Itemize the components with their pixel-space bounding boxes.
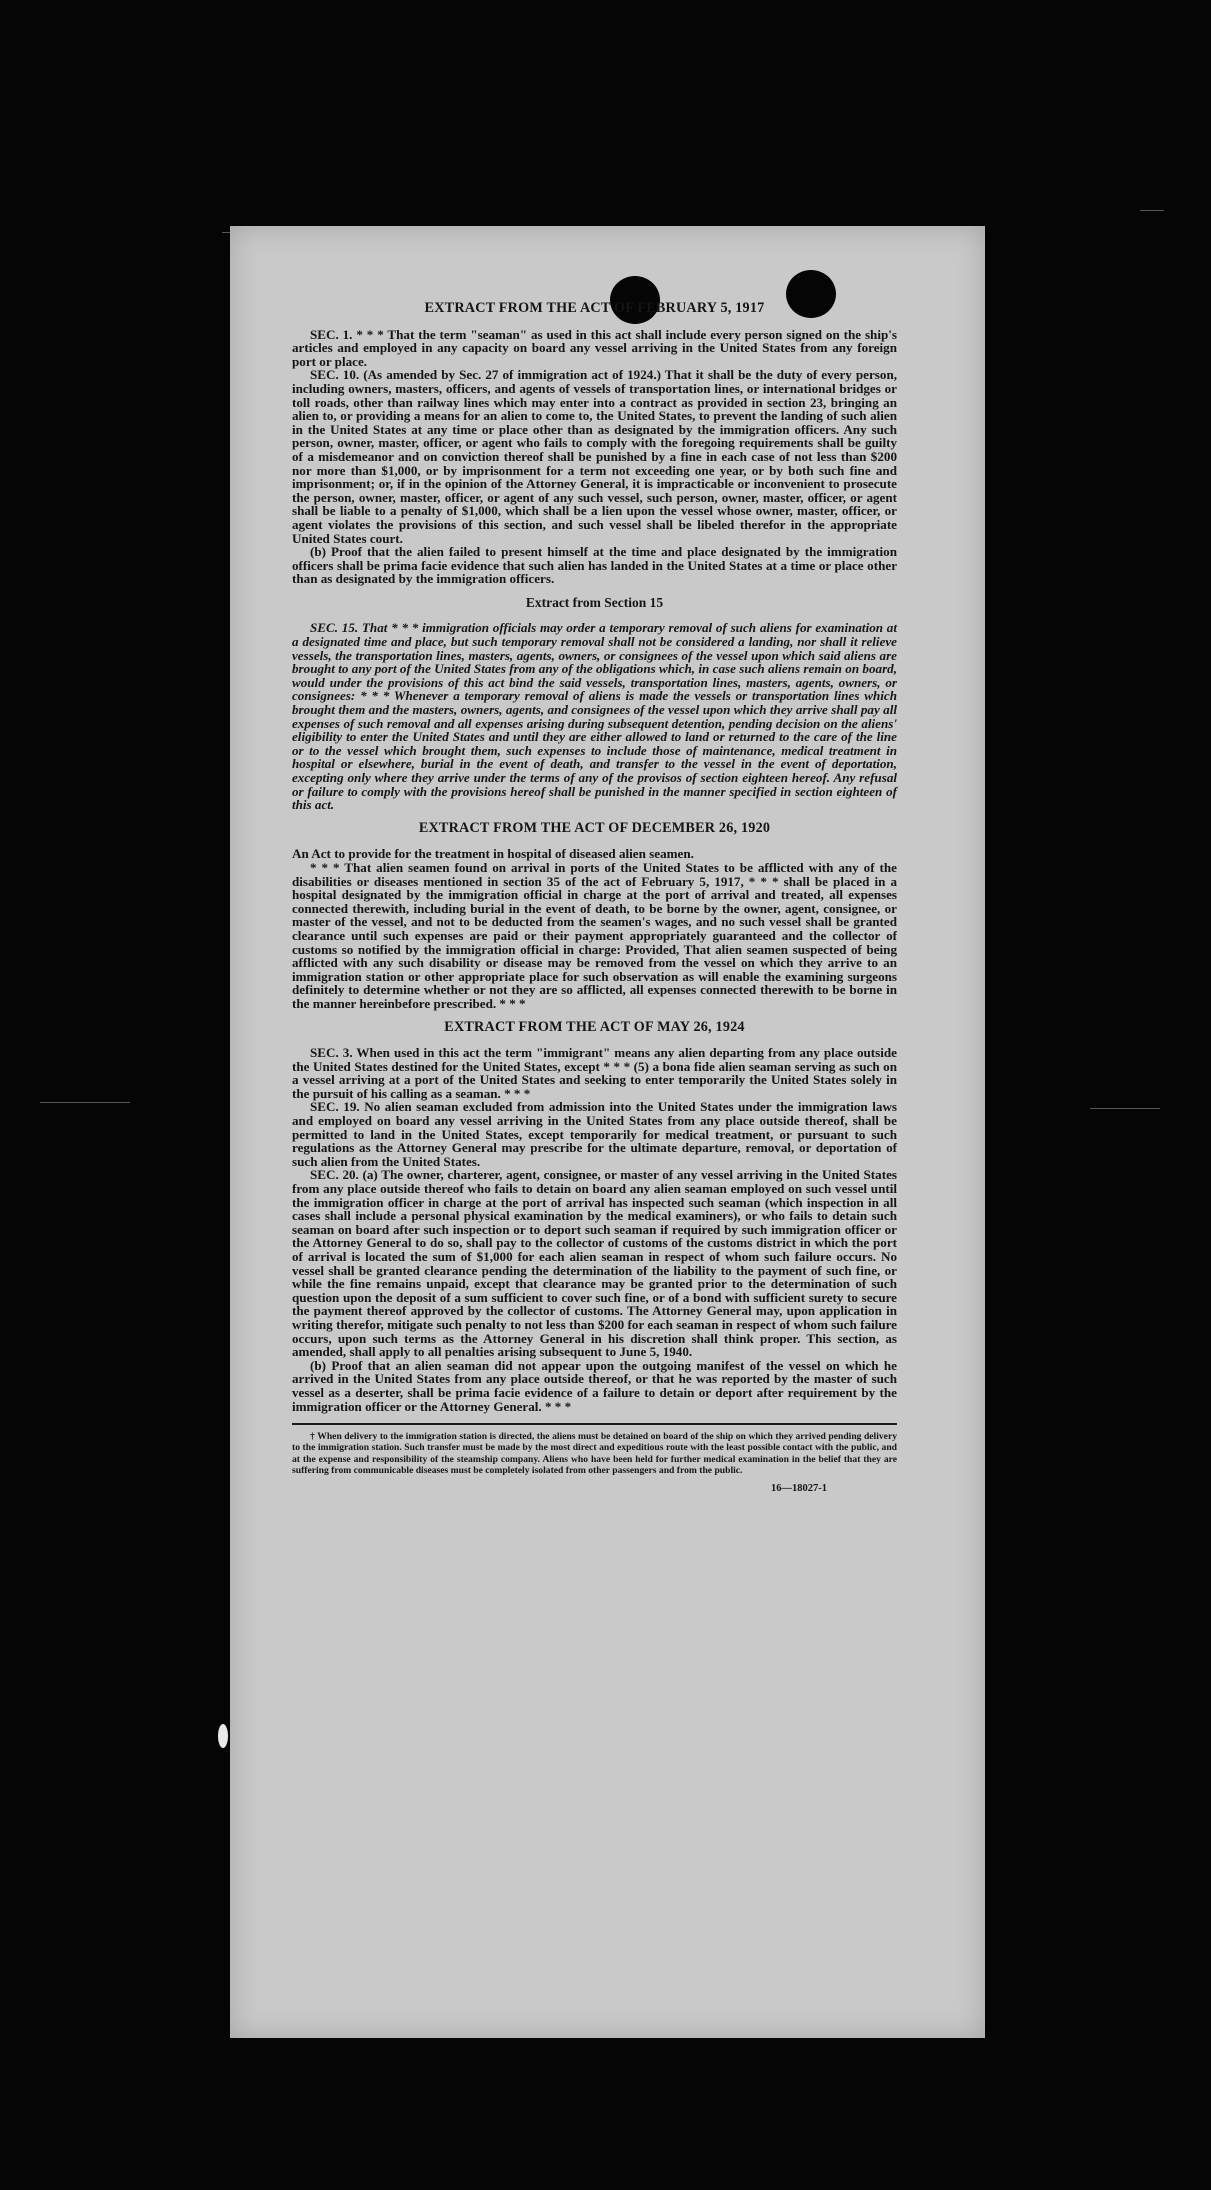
section-10-b: (b) Proof that the alien failed to present himself at the time and place designated by the immigration officers shall be prima facie evidence that such alien has landed in the United States at a time or place other than as designated by the immigration officers. [292, 544, 897, 587]
form-code: 16—18027-1 [771, 1482, 827, 1494]
section-1: SEC. 1. * * * That the term "seaman" as used in this act shall include every person signed on the ship's articles and employed in any capacity on board any vessel arriving in the United States from any foreign port or place. [292, 326, 897, 369]
document-page [230, 226, 985, 2038]
act-1920-body: * * * That alien seamen found on arrival in ports of the United States to be afflicted with any of the disabilities or diseases mentioned in section 35 of the act of February 5, 1917, * * * shall be placed in a hospital designated by the immigration official in charge at the port of arrival and treated, all expenses connected therewith, including burial in the event of death, to be borne by the owner, agent, consignee, or master of the vessel, and not to be deducted from the seamen's wages, and no such vessel shall be granted clearance until such expenses are paid or their payment appropriately guaranteed and the collector of customs so notified by the immigration official in charge: Provided, That alien seamen suspected of being afflicted with any such disability or disease may be removed from the vessel on which they arrive to an immigration station or other appropriate place for such observation as will enable the examining surgeons definitely to determine whether or not they are so afflicted, all expenses connected therewith to be borne in the manner hereinbefore prescribed. * * * [292, 859, 897, 1011]
document-text [292, 292, 897, 1496]
footnote-divider [292, 1423, 897, 1425]
subheading-section-15: Extract from Section 15 [525, 594, 664, 610]
footnote: † When delivery to the immigration station is directed, the aliens must be detained on board of the ship on which they arrived pending delivery to the immigration station. Such transfer must be made by the most direct and expeditious route with the least possible contact with the public, and at the expense and responsibility of the steamship company. Aliens who have been held for further medical examination in the belief that they are suffering from communicable diseases must be completely isolated from other passengers and from the public. [292, 1431, 897, 1476]
section-19: SEC. 19. No alien seaman excluded from admission into the United States under the immigration laws and employed on board any vessel arriving in the United States from any place outside thereof, shall be permitted to land in the United States, except temporarily for medical treatment, or pursuant to such regulations as the Attorney General may prescribe for the ultimate departure, removal, or deportation of such alien from the United States. [292, 1099, 897, 1169]
heading-act-1917: EXTRACT FROM THE ACT OF FEBRUARY 5, 1917 [424, 300, 765, 316]
heading-act-1920: EXTRACT FROM THE ACT OF DECEMBER 26, 1920 [418, 819, 771, 836]
section-3: SEC. 3. When used in this act the term "immigrant" means any alien departing from any place outside the United States destined for the United States, except * * * (5) a bona fide alien seaman serving as such on a vessel arriving at a port of the United States and seeking to enter temporarily the United States solely in the pursuit of his calling as a seaman. * * * [292, 1045, 897, 1101]
paper-mark [218, 1724, 228, 1748]
section-20-b: (b) Proof that an alien seaman did not appear upon the outgoing manifest of the vessel on which he arrived in the United States from any place outside thereof, or that he was reported by the master of such vessel as a deserter, shall be prima facie evidence of a failure to detain or deport after requirement by the immigration officer or the Attorney General. * * * [292, 1357, 897, 1414]
section-20-a: SEC. 20. (a) The owner, charterer, agent, consignee, or master of any vessel arriving in the United States from any place outside thereof who fails to detain on board any alien seaman employed on such vessel until the immigration officer in charge at the port of arrival has inspected such seaman (which inspection in all cases shall include a personal physical examination by the medical examiners), or who fails to detain such seaman on board after such inspection or to deport such seaman if required by such immigration officer or the Attorney General to do so, shall pay to the collector of customs of the customs district in which the port of arrival is located the sum of $1,000 for each alien seaman in respect of whom such failure occurs. No vessel shall be granted clearance pending the determination of the liability to the payment of such fine, or while the fine remains unpaid, except that clearance may be granted prior to the determination of such question upon the deposit of a sum sufficient to cover such fine, or of a bond with sufficient surety to secure the payment thereof approved by the collector of customs. The Attorney General may, upon application in writing therefor, mitigate such penalty to not less than $200 for each seaman in respect of whom such failure occurs, upon such terms as the Attorney General in his discretion shall think proper. This section, as amended, shall apply to all penalties arising subsequent to June 5, 1940. [292, 1167, 897, 1360]
section-10: SEC. 10. (As amended by Sec. 27 of immigration act of 1924.) That it shall be the duty of every person, including owners, masters, officers, and agents of vessels of transportation lines, or international bridges or toll roads, other than railway lines which may enter into a contract as provided in section 23, bringing an alien to, or providing a means for an alien to come to, the United States, to prevent the landing of such alien in the United States at any time or place other than as designated by the immigration officers. Any such person, owner, master, officer, or agent who fails to comply with the foregoing requirements shall be guilty of a misdemeanor and on conviction thereof shall be punished by a fine in each case of not less than $200 nor more than $1,000, or by imprisonment for a term not exceeding one year, or by both such fine and imprisonment; or, if in the opinion of the Attorney General, it is impracticable or inconvenient to prosecute the person, owner, master, officer, or agent of any such vessel, such person, owner, master, officer, or agent shall be liable to a penalty of $1,000, which shall be a lien upon the vessel whose owner, master, officer, or agent violates the provisions of this section, and such vessel shall be libeled therefor in the appropriate United States court. [292, 367, 897, 546]
act-1920-title: An Act to provide for the treatment in hospital of diseased alien seamen. [292, 846, 694, 862]
section-15: SEC. 15. That * * * immigration officials may order a temporary removal of such aliens for examination at a designated time and place, but such temporary removal shall not be considered a landing, nor shall it relieve vessels, the transportation lines, masters, agents, owners, or consignees of the vessel upon which said aliens are brought to any port of the United States from any of the obligations which, in case such aliens remain on board, would under the provisions of this act bind the said vessels, transportation lines, masters, agents, owners, or consignees: * * * Whenever a temporary removal of aliens is made the vessels or transportation lines which brought them and the masters, owners, agents, and consignees of the vessel upon which they arrive shall pay all expenses of such removal and all expenses arising during subsequent detention, pending decision on the aliens' eligibility to enter the United States and until they are either allowed to land or returned to the care of the line or to the vessel which brought them, such expenses to include those of maintenance, medical treatment in hospital or elsewhere, burial in the event of death, and transfer to the vessel in the event of deportation, excepting only where they arrive under the terms of any of the provisos of section eighteen hereof. Any refusal or failure to comply with the provisions hereof shall be punished in the manner specified in section eighteen of this act. [292, 620, 897, 813]
heading-act-1924: EXTRACT FROM THE ACT OF MAY 26, 1924 [444, 1018, 745, 1035]
